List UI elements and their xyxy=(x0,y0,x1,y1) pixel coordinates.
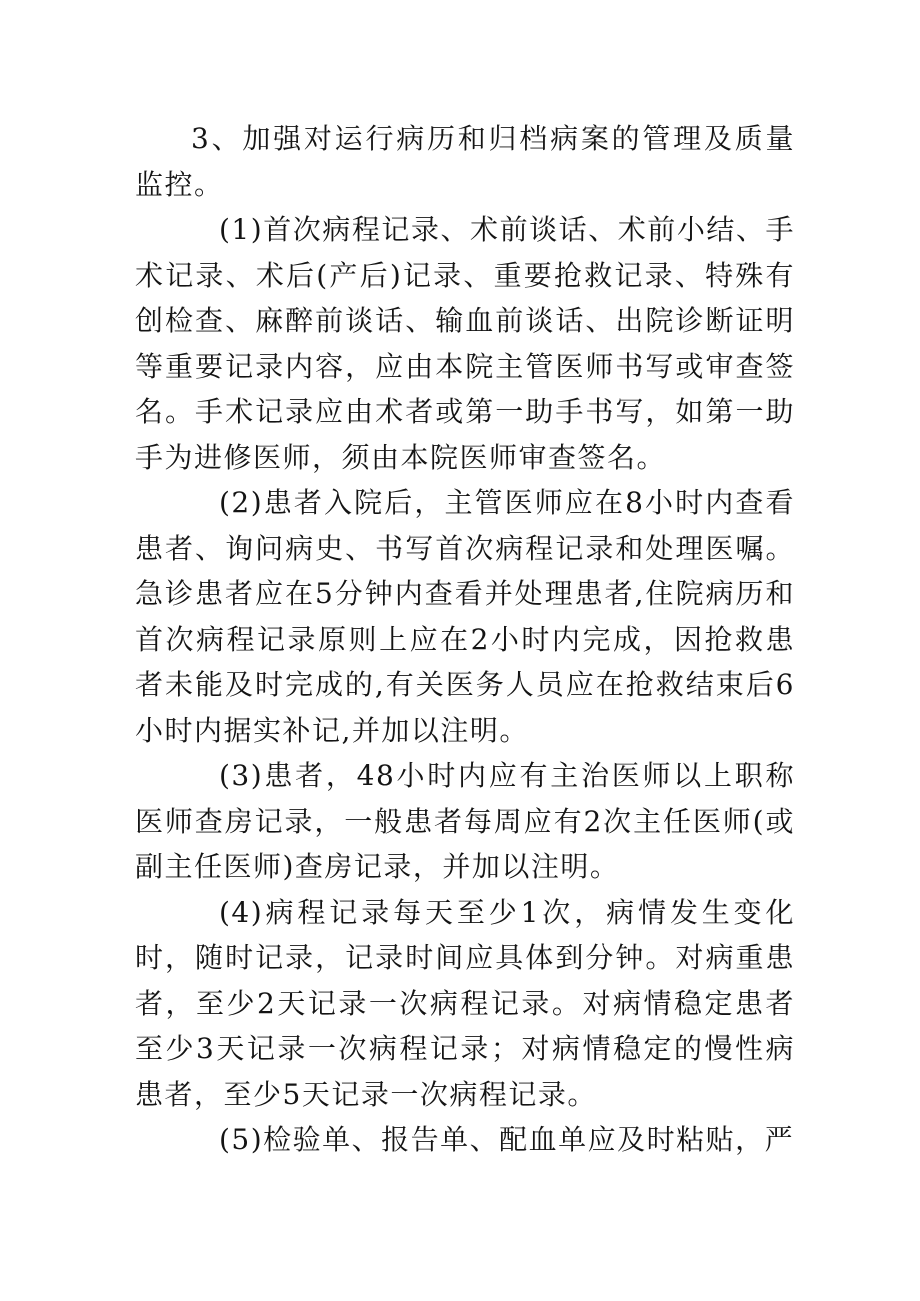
paragraph-item-1: (1)首次病程记录、术前谈话、术前小结、手术记录、术后(产后)记录、重要抢救记录、特殊有创检查、麻醉前谈话、输血前谈话、出院诊断证明等重要记录内容，应由本院主管医师书写或审查签名。手术记录应由术者或第一助手书写，如第一助手为进修医师，须由本院医师审查签名。 xyxy=(135,213,795,474)
paragraph-item-4: (4)病程记录每天至少1次，病情发生变化时，随时记录，记录时间应具体到分钟。对病重患者，至少2天记录一次病程记录。对病情稳定患者至少3天记录一次病程记录；对病情稳定的慢性病患者，至少5天记录一次病程记录。 xyxy=(135,895,795,1111)
paragraph-item-2: (2)患者入院后，主管医师应在8小时内查看患者、询问病史、书写首次病程记录和处理医嘱。急诊患者应在5分钟内查看并处理患者,住院病历和首次病程记录原则上应在2小时内完成，因抢救患者未能及时完成的,有关医务人员应在抢救结束后6小时内据实补记,并加以注明。 xyxy=(135,486,795,747)
document-body xyxy=(135,116,795,1163)
paragraph-item-5: (5)检验单、报告单、配血单应及时粘贴，严 xyxy=(219,1123,795,1156)
paragraph-item-3: (3)患者，48小时内应有主治医师以上职称医师查房记录，一般患者每周应有2次主任医师(或副主任医师)查房记录，并加以注明。 xyxy=(135,759,795,883)
paragraph-section-3: 3、加强对运行病历和归档病案的管理及质量监控。 xyxy=(135,122,795,201)
